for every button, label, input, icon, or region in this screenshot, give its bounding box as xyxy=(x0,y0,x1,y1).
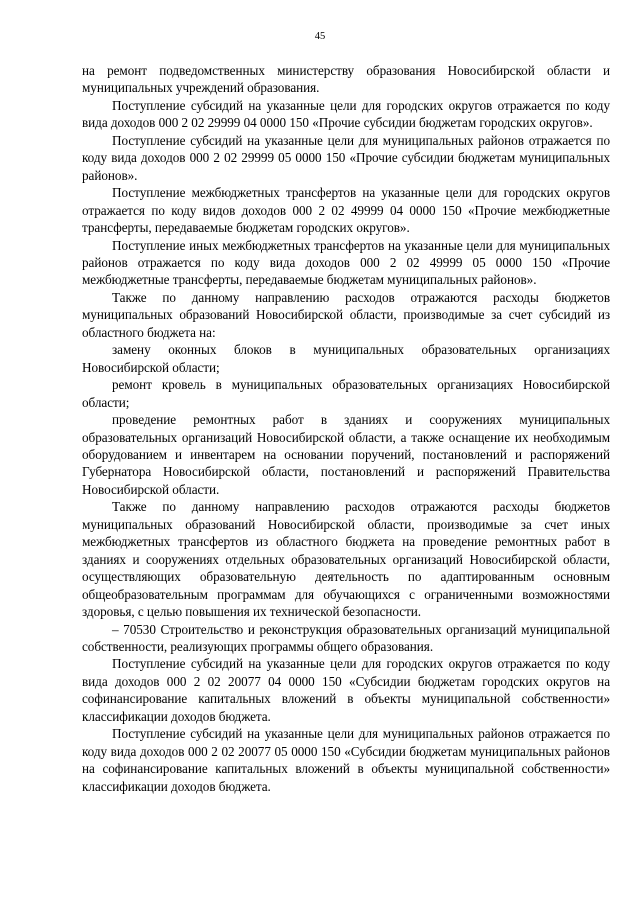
paragraph-urban-subsidy: Поступление субсидий на указанные цели для городских округов отражается по коду вида доходов 000 2 02 29999 04 0000 150 «Прочие субсидии бюджетам городских округов». xyxy=(82,97,610,131)
page-number: 45 xyxy=(314,31,326,42)
list-item-windows: замену оконных блоков в муниципальных образовательных организациях Новосибирской области; xyxy=(82,342,610,375)
paragraph-district-transfers: Поступление иных межбюджетных трансфертов на указанные цели для муниципальных районов отражается по коду вида доходов 000 2 02 49999 05 0000 150 «Прочие межбюджетные трансферты, передаваемые бюджетам муниципальных районов». xyxy=(82,237,610,288)
paragraph-urban-transfers: Поступление межбюджетных трансфертов на указанные цели для городских округов отражается по коду видов доходов 000 2 02 49999 04 0000 150 «Прочие межбюджетные трансферты, передаваемые бюджетам городских округов». xyxy=(82,185,610,236)
list-item-roofs: ремонт кровель в муниципальных образовательных организациях Новосибирской области; xyxy=(82,377,610,410)
paragraph-urban-subsidy-20077: Поступление субсидий на указанные цели для городских округов отражается по коду вида доходов 000 2 02 20077 04 0000 150 «Субсидии бюджетам городских округов на софинансирование капитальных вложений в объекты муниципальной собственности» классификации доходов бюджета. xyxy=(82,656,610,724)
paragraph-other-transfers: Также по данному направлению расходов отражаются расходы бюджетов муниципальных образований Новосибирской области, производимые за счет иных межбюджетных трансфертов из областного бюджета на проведение ремонтных работ в зданиях и сооружениях отдельных образовательных организаций Новосибирской области, осуществляющих образовательную деятельность по адаптированным основным общеобразовательным программам для обучающихся с ограниченными возможностями здоровья, с целью повышения их технической безопасности. xyxy=(82,499,610,620)
paragraph-district-subsidy: Поступление субсидий на указанные цели для муниципальных районов отражается по коду вида доходов 000 2 02 29999 05 0000 150 «Прочие субсидии бюджетам муниципальных районов». xyxy=(82,132,610,183)
paragraph-code-70530: – 70530 Строительство и реконструкция образовательных организаций муниципальной собственности, реализующих программы общего образования. xyxy=(82,621,610,654)
paragraph-expenses-intro: Также по данному направлению расходов отражаются расходы бюджетов муниципальных образований Новосибирской области, производимые за счет субсидий из областного бюджета на: xyxy=(82,289,610,340)
document-body xyxy=(82,62,610,795)
paragraph-continuation: на ремонт подведомственных министерству образования Новосибирской области и муниципальных учреждений образования. xyxy=(82,63,610,96)
list-item-repairs: проведение ремонтных работ в зданиях и сооружениях муниципальных образовательных организаций Новосибирской области, а также оснащение их необходимым оборудованием и инвентарем на основании поручений, постановлений и распоряжений Губернатора Новосибирской области, постановлений и распоряжений Правительства Новосибирской области. xyxy=(82,412,610,497)
paragraph-district-subsidy-20077: Поступление субсидий на указанные цели для муниципальных районов отражается по коду вида доходов 000 2 02 20077 05 0000 150 «Субсидии бюджетам муниципальных районов на софинансирование капитальных вложений в объекты муниципальной собственности» классификации доходов бюджета. xyxy=(82,726,610,794)
